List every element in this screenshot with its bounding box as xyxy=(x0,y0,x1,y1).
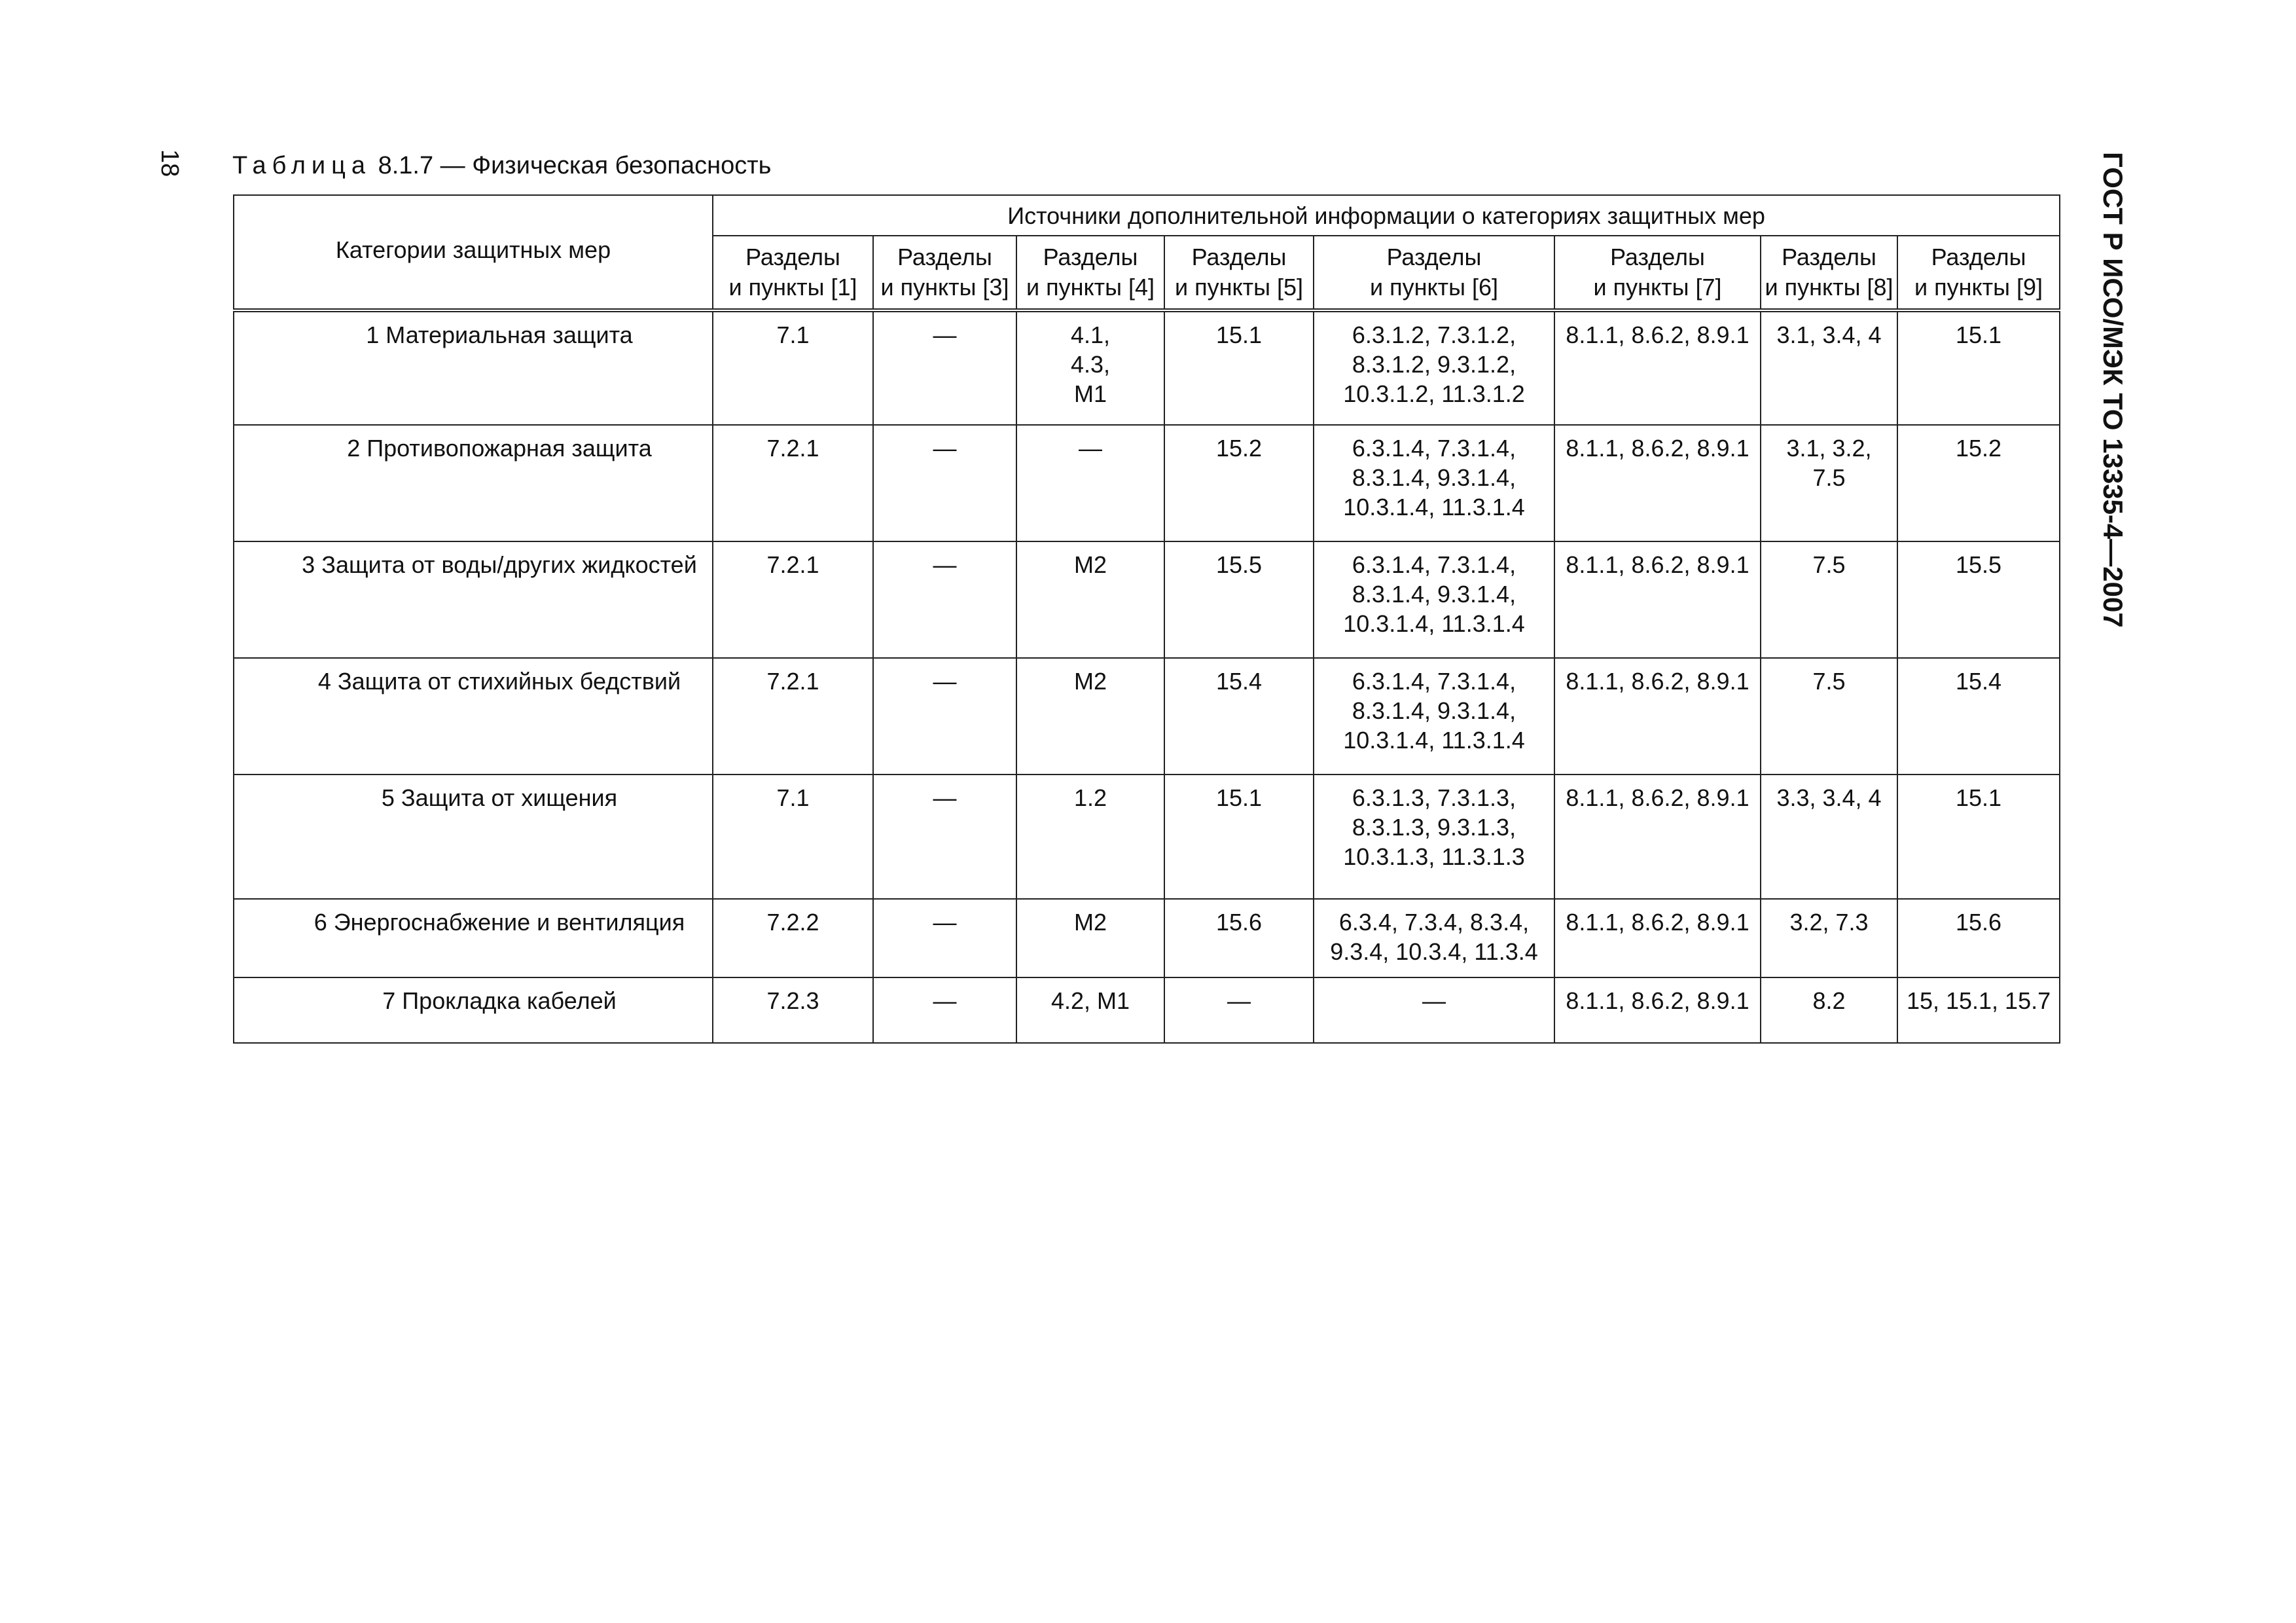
reference-cell: 15, 15.1, 15.7 xyxy=(1897,977,2060,1043)
reference-cell: 8.1.1, 8.6.2, 8.9.1 xyxy=(1554,310,1761,425)
reference-cell: 3.2, 7.3 xyxy=(1761,899,1897,977)
category-cell: 5 Защита от хищения xyxy=(234,775,713,899)
reference-cell: 6.3.1.4, 7.3.1.4, 8.3.1.4, 9.3.1.4, 10.3.1.4, 11.3.1.4 xyxy=(1314,425,1554,541)
reference-cell: — xyxy=(873,899,1016,977)
reference-cell: — xyxy=(1314,977,1554,1043)
reference-cell: 8.2 xyxy=(1761,977,1897,1043)
reference-cell: M2 xyxy=(1016,899,1164,977)
table-row xyxy=(234,310,2060,425)
reference-cell: — xyxy=(873,310,1016,425)
reference-cell: — xyxy=(873,977,1016,1043)
reference-cell: 6.3.4, 7.3.4, 8.3.4, 9.3.4, 10.3.4, 11.3.4 xyxy=(1314,899,1554,977)
table-row xyxy=(234,425,2060,541)
reference-cell: 6.3.1.4, 7.3.1.4, 8.3.1.4, 9.3.1.4, 10.3.1.4, 11.3.1.4 xyxy=(1314,541,1554,658)
reference-cell: 7.2.1 xyxy=(713,425,873,541)
header-sources: Источники дополнительной информации о категориях защитных мер xyxy=(713,195,2060,236)
physical-security-table xyxy=(233,194,2060,1044)
reference-cell: 15.4 xyxy=(1897,658,2060,775)
reference-cell: — xyxy=(1164,977,1314,1043)
reference-cell: 8.1.1, 8.6.2, 8.9.1 xyxy=(1554,425,1761,541)
reference-cell: 15.1 xyxy=(1164,310,1314,425)
reference-cell: 15.6 xyxy=(1897,899,2060,977)
reference-cell: 7.2.3 xyxy=(713,977,873,1043)
reference-cell: 7.1 xyxy=(713,775,873,899)
header-source-column: Разделы и пункты [3] xyxy=(873,236,1016,310)
reference-cell: 7.2.1 xyxy=(713,541,873,658)
reference-cell: 6.3.1.2, 7.3.1.2, 8.3.1.2, 9.3.1.2, 10.3.1.2, 11.3.1.2 xyxy=(1314,310,1554,425)
reference-cell: 7.5 xyxy=(1761,541,1897,658)
reference-cell: 15.1 xyxy=(1897,775,2060,899)
category-cell: 1 Материальная защита xyxy=(234,310,713,425)
reference-cell: 15.2 xyxy=(1164,425,1314,541)
header-source-column: Разделы и пункты [1] xyxy=(713,236,873,310)
category-cell: 3 Защита от воды/других жидкостей xyxy=(234,541,713,658)
table-row xyxy=(234,775,2060,899)
reference-cell: 4.1, 4.3, M1 xyxy=(1016,310,1164,425)
header-source-column: Разделы и пункты [6] xyxy=(1314,236,1554,310)
reference-cell: 4.2, M1 xyxy=(1016,977,1164,1043)
reference-cell: 15.6 xyxy=(1164,899,1314,977)
category-cell: 6 Энергоснабжение и вентиляция xyxy=(234,899,713,977)
reference-cell: M2 xyxy=(1016,658,1164,775)
reference-cell: — xyxy=(873,541,1016,658)
reference-cell: — xyxy=(873,658,1016,775)
reference-cell: 8.1.1, 8.6.2, 8.9.1 xyxy=(1554,977,1761,1043)
reference-cell: 15.2 xyxy=(1897,425,2060,541)
table-caption-text: 8.1.7 — Физическая безопасность xyxy=(378,152,772,179)
reference-cell: — xyxy=(873,775,1016,899)
category-cell: 4 Защита от стихийных бедствий xyxy=(234,658,713,775)
header-source-column: Разделы и пункты [7] xyxy=(1554,236,1761,310)
reference-cell: 8.1.1, 8.6.2, 8.9.1 xyxy=(1554,541,1761,658)
reference-cell: — xyxy=(873,425,1016,541)
reference-cell: 7.1 xyxy=(713,310,873,425)
reference-cell: 6.3.1.4, 7.3.1.4, 8.3.1.4, 9.3.1.4, 10.3.1.4, 11.3.1.4 xyxy=(1314,658,1554,775)
reference-cell: 15.5 xyxy=(1897,541,2060,658)
standard-code: ГОСТ Р ИСО/МЭК ТО 13335-4—2007 xyxy=(2098,152,2128,628)
reference-cell: M2 xyxy=(1016,541,1164,658)
reference-cell: — xyxy=(1016,425,1164,541)
header-source-column: Разделы и пункты [4] xyxy=(1016,236,1164,310)
header-source-column: Разделы и пункты [5] xyxy=(1164,236,1314,310)
reference-cell: 7.2.1 xyxy=(713,658,873,775)
reference-cell: 3.1, 3.4, 4 xyxy=(1761,310,1897,425)
reference-cell: 15.1 xyxy=(1897,310,2060,425)
table-row xyxy=(234,899,2060,977)
header-categories: Категории защитных мер xyxy=(234,195,713,310)
reference-cell: 7.2.2 xyxy=(713,899,873,977)
table-caption-label: Таблица xyxy=(232,152,371,179)
reference-cell: 15.5 xyxy=(1164,541,1314,658)
reference-cell: 8.1.1, 8.6.2, 8.9.1 xyxy=(1554,899,1761,977)
reference-cell: 15.1 xyxy=(1164,775,1314,899)
table-row xyxy=(234,977,2060,1043)
reference-cell: 8.1.1, 8.6.2, 8.9.1 xyxy=(1554,658,1761,775)
reference-cell: 15.4 xyxy=(1164,658,1314,775)
page-number: 18 xyxy=(156,149,183,177)
header-source-column: Разделы и пункты [8] xyxy=(1761,236,1897,310)
reference-cell: 3.3, 3.4, 4 xyxy=(1761,775,1897,899)
header-source-column: Разделы и пункты [9] xyxy=(1897,236,2060,310)
reference-cell: 7.5 xyxy=(1761,658,1897,775)
reference-cell: 8.1.1, 8.6.2, 8.9.1 xyxy=(1554,775,1761,899)
reference-cell: 6.3.1.3, 7.3.1.3, 8.3.1.3, 9.3.1.3, 10.3.1.3, 11.3.1.3 xyxy=(1314,775,1554,899)
table-caption xyxy=(232,152,771,180)
category-cell: 7 Прокладка кабелей xyxy=(234,977,713,1043)
table-row xyxy=(234,658,2060,775)
reference-cell: 3.1, 3.2, 7.5 xyxy=(1761,425,1897,541)
category-cell: 2 Противопожарная защита xyxy=(234,425,713,541)
reference-cell: 1.2 xyxy=(1016,775,1164,899)
table-row xyxy=(234,541,2060,658)
